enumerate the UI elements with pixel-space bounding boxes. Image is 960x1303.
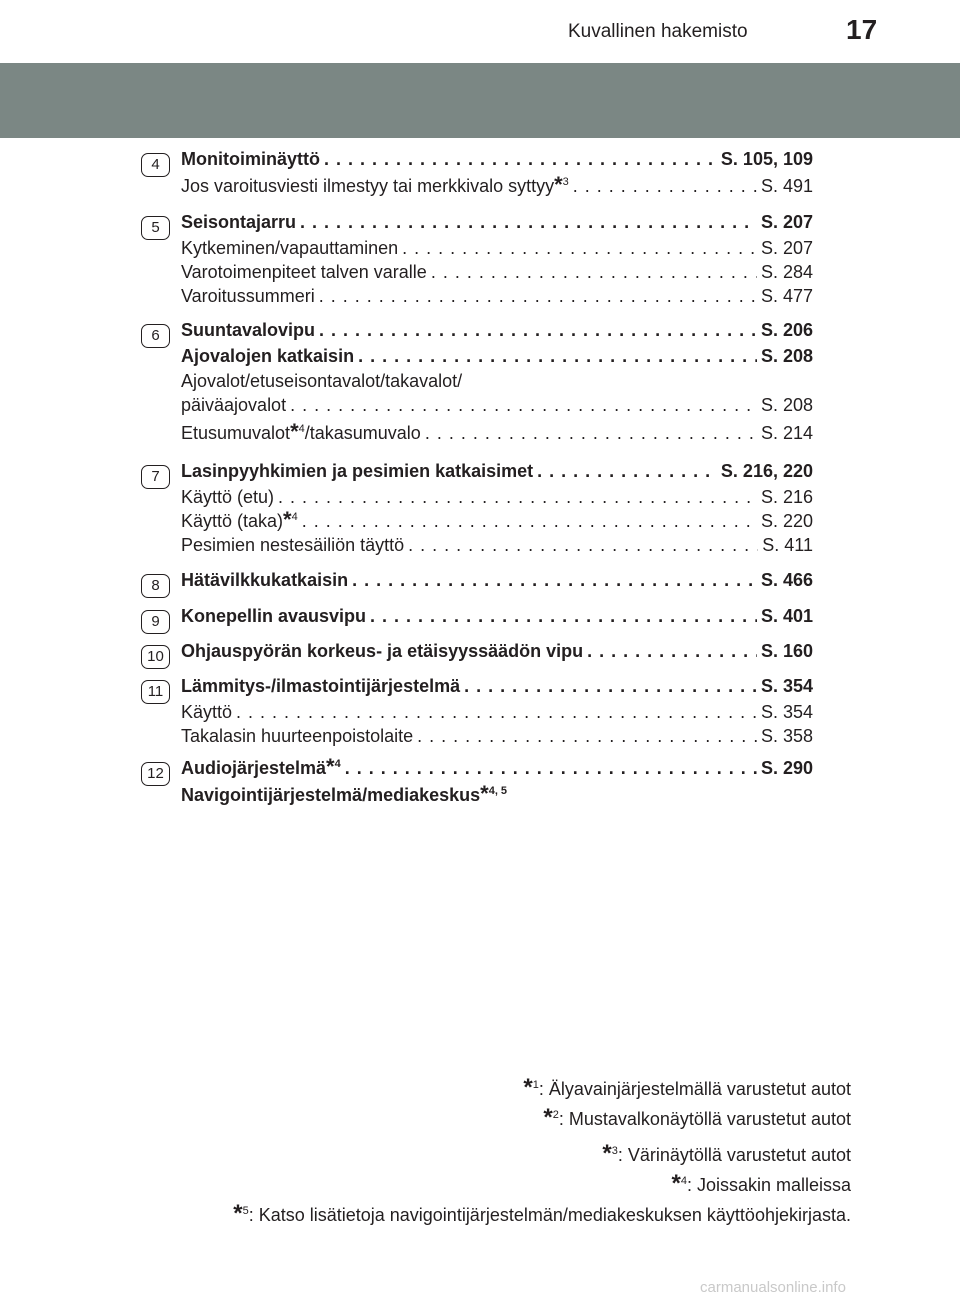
entry-text: [181, 395, 286, 416]
asterisk-mark: *: [233, 1200, 243, 1227]
entry-label: Konepellin avausvipu: [181, 606, 367, 626]
dot-leader: [319, 286, 757, 307]
page-reference: S. 207: [760, 238, 813, 258]
entry-text: [181, 238, 398, 259]
page-reference: S. 206: [760, 320, 813, 340]
entry-text: [181, 781, 508, 806]
header-band: [0, 63, 960, 138]
entry-text: [181, 286, 315, 307]
item-number-badge: 12: [141, 762, 170, 786]
asterisk-mark: *: [543, 1104, 553, 1131]
dot-leader: [352, 570, 757, 591]
watermark: carmanualsonline.info: [700, 1279, 846, 1296]
index-subentry: [181, 726, 813, 750]
section-title: Kuvallinen hakemisto: [568, 21, 748, 42]
asterisk-mark: *: [480, 781, 489, 806]
entry-label: Kytkeminen/vapauttaminen: [181, 238, 399, 258]
footnote-text: : Joissakin malleissa: [686, 1175, 851, 1195]
entry-label: Lasinpyyhkimien ja pesimien katkaisimet: [181, 461, 534, 481]
entry-label: Seisontajarru: [181, 212, 297, 232]
entry-label: Etusumuvalot: [181, 423, 291, 443]
page-reference: S. 220: [760, 511, 813, 531]
footnote-text: : Älyavainjärjestelmällä varustetut autot: [538, 1079, 851, 1099]
dot-leader: [324, 149, 717, 170]
entry-text: [181, 262, 427, 283]
footnote: [671, 1171, 851, 1200]
asterisk-mark: *: [290, 419, 299, 444]
index-subentry: [181, 507, 813, 535]
page-reference: S. 160: [760, 641, 813, 661]
index-subentry: [181, 702, 813, 726]
index-heading: [181, 641, 813, 665]
entry-label: Takalasin huurteenpoistolaite: [181, 726, 414, 746]
item-number-badge: 7: [141, 465, 170, 489]
footnote: [543, 1105, 851, 1134]
dot-leader: [425, 423, 757, 444]
entry-text: [181, 606, 366, 627]
item-number-badge: 8: [141, 574, 170, 598]
entry-text: [181, 702, 232, 723]
dot-leader: [573, 176, 757, 197]
dot-leader: [319, 320, 757, 341]
footnote-mark: 4: [680, 1175, 687, 1187]
entry-text: [181, 676, 460, 697]
entry-label: Käyttö: [181, 702, 233, 722]
dot-leader: [236, 702, 757, 723]
page-reference: S. 208: [760, 395, 813, 415]
asterisk-mark: *: [523, 1074, 533, 1101]
page-reference: S. 466: [760, 570, 813, 590]
footnote: [233, 1201, 851, 1230]
index-subentry: [181, 395, 813, 419]
footnote: [523, 1075, 851, 1104]
entry-label: Navigointijärjestelmä/mediakeskus: [181, 785, 481, 805]
page-reference: S. 411: [762, 535, 813, 555]
index-subentry: [181, 286, 813, 310]
index-subentry: [181, 419, 813, 447]
dot-leader: [402, 238, 757, 259]
page-number: 17: [846, 14, 878, 45]
entry-text: [181, 172, 569, 197]
page-reference: S. 105, 109: [720, 149, 813, 169]
dot-leader: [431, 262, 757, 283]
page-reference: S. 290: [760, 758, 813, 778]
dot-leader: [417, 726, 757, 747]
entry-text: [181, 641, 583, 662]
index-subentry: [181, 371, 813, 395]
footnote: [602, 1141, 851, 1170]
index-heading: [181, 676, 813, 700]
entry-text: [181, 535, 404, 556]
footnote-mark: 3: [611, 1145, 618, 1157]
page-reference: S. 208: [760, 346, 813, 366]
footnote-mark: 5: [242, 1205, 249, 1217]
entry-label: päiväajovalot: [181, 395, 287, 415]
dot-leader: [290, 395, 757, 416]
entry-label: Audiojärjestelmä: [181, 758, 327, 778]
index-heading: [181, 754, 813, 782]
entry-text: [181, 461, 533, 482]
entry-label: Lämmitys-/ilmastointijärjestelmä: [181, 676, 461, 696]
entry-label: Jos varoitusviesti ilmestyy tai merkkivalo syttyy: [181, 176, 555, 196]
footnote-mark: 1: [532, 1079, 539, 1091]
dot-leader: [302, 511, 757, 532]
footnote-text: : Katso lisätietoja navigointijärjestelmän/mediakeskuksen käyttöohjekirjasta.: [248, 1205, 851, 1225]
page-reference: S. 216: [760, 487, 813, 507]
asterisk-mark: *: [554, 172, 563, 197]
footnote-text: : Mustavalkonäytöllä varustetut autot: [558, 1109, 851, 1129]
entry-text: [181, 754, 341, 779]
entry-text: [181, 507, 298, 532]
entry-label: Käyttö (etu): [181, 487, 275, 507]
footnote-ref: 4: [334, 758, 341, 770]
entry-label: Varoitussummeri: [181, 286, 315, 306]
entry-label: Suuntavalovipu: [181, 320, 316, 340]
index-subentry: [181, 262, 813, 286]
footnote-ref: 4: [298, 423, 305, 435]
index-heading: [181, 461, 813, 485]
entry-label-suffix: /takasumuvalo: [304, 423, 421, 443]
index-heading: [181, 606, 813, 630]
entry-label: Varotoimenpiteet talven varalle: [181, 262, 427, 282]
item-number-badge: 10: [141, 645, 170, 669]
entry-label: Hätävilkkukatkaisin: [181, 570, 349, 590]
dot-leader: [300, 212, 757, 233]
dot-leader: [587, 641, 757, 662]
footnote-mark: 2: [552, 1109, 559, 1121]
dot-leader: [358, 346, 757, 367]
dot-leader: [537, 461, 717, 482]
entry-label: Ajovalojen katkaisin: [181, 346, 355, 366]
entry-text: [181, 371, 462, 392]
entry-label: Ohjauspyörän korkeus- ja etäisyyssäädön vipu: [181, 641, 584, 661]
dot-leader: [464, 676, 757, 697]
entry-text: [181, 346, 354, 367]
index-heading: [181, 149, 813, 173]
entry-text: [181, 149, 320, 170]
page-reference: S. 354: [760, 702, 813, 722]
footnote-ref: 4: [291, 511, 298, 523]
dot-leader: [278, 487, 757, 508]
footnote-text: : Värinäytöllä varustetut autot: [617, 1145, 851, 1165]
entry-label: Pesimien nestesäiliön täyttö: [181, 535, 405, 555]
page-reference: S. 354: [760, 676, 813, 696]
entry-text: [181, 320, 315, 341]
item-number-badge: 5: [141, 216, 170, 240]
index-heading: [181, 570, 813, 594]
page-reference: S. 477: [760, 286, 813, 306]
dot-leader: [370, 606, 757, 627]
page-reference: S. 214: [760, 423, 813, 443]
asterisk-mark: *: [671, 1170, 681, 1197]
entry-text: [181, 726, 413, 747]
page-reference: S. 207: [760, 212, 813, 232]
page-header: [0, 0, 960, 56]
entry-text: [181, 212, 296, 233]
asterisk-mark: *: [283, 507, 292, 532]
footnote-ref: 3: [562, 176, 569, 188]
index-heading: [181, 320, 813, 344]
index-subentry: [181, 487, 813, 511]
page-reference: S. 358: [760, 726, 813, 746]
index-heading: [181, 346, 813, 370]
index-subentry: [181, 172, 813, 200]
index-heading: [181, 781, 813, 809]
footnote-ref: 4, 5: [488, 785, 508, 797]
index-subentry: [181, 238, 813, 262]
page-reference: S. 216, 220: [720, 461, 813, 481]
dot-leader: [345, 758, 757, 779]
item-number-badge: 4: [141, 153, 170, 177]
index-subentry: [181, 535, 813, 559]
asterisk-mark: *: [602, 1140, 612, 1167]
entry-text: [181, 570, 348, 591]
page-reference: S. 284: [760, 262, 813, 282]
item-number-badge: 9: [141, 610, 170, 634]
entry-label: Käyttö (taka): [181, 511, 284, 531]
index-heading: [181, 212, 813, 236]
entry-text: [181, 487, 274, 508]
dot-leader: [408, 535, 758, 556]
page-reference: S. 401: [760, 606, 813, 626]
page-reference: S. 491: [760, 176, 813, 196]
item-number-badge: 6: [141, 324, 170, 348]
item-number-badge: 11: [141, 680, 170, 704]
entry-text: [181, 419, 421, 444]
entry-label: Ajovalot/etuseisontavalot/takavalot/: [181, 371, 463, 391]
entry-label: Monitoiminäyttö: [181, 149, 320, 169]
asterisk-mark: *: [326, 754, 335, 779]
